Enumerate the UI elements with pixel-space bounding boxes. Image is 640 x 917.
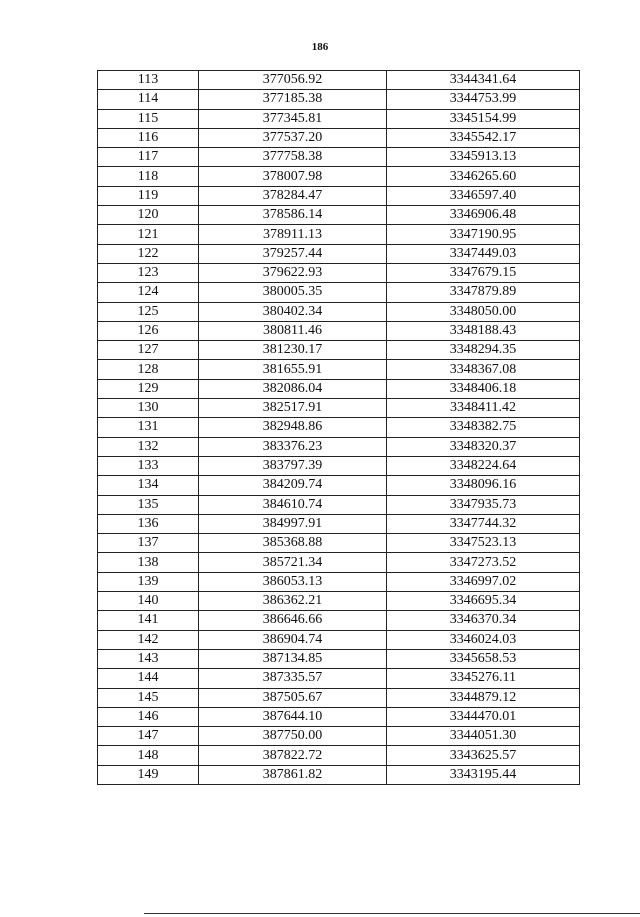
point-number-cell: 113	[98, 71, 199, 90]
x-coordinate-cell: 387750.00	[199, 727, 387, 746]
point-number-cell: 134	[98, 476, 199, 495]
y-coordinate-cell: 3346024.03	[387, 630, 580, 649]
point-number-cell: 122	[98, 244, 199, 263]
point-number-cell: 147	[98, 727, 199, 746]
x-coordinate-cell: 378007.98	[199, 167, 387, 186]
y-coordinate-cell: 3348224.64	[387, 456, 580, 475]
point-number-cell: 128	[98, 360, 199, 379]
scan-edge-line	[144, 913, 640, 914]
point-number-cell: 146	[98, 707, 199, 726]
table-row	[98, 148, 580, 167]
point-number-cell: 133	[98, 456, 199, 475]
point-number-cell: 129	[98, 379, 199, 398]
table-row	[98, 456, 580, 475]
table-row	[98, 244, 580, 263]
table-row	[98, 399, 580, 418]
point-number-cell: 140	[98, 592, 199, 611]
point-number-cell: 143	[98, 649, 199, 668]
y-coordinate-cell: 3344051.30	[387, 727, 580, 746]
table-row	[98, 611, 580, 630]
table-row	[98, 514, 580, 533]
table-row	[98, 186, 580, 205]
point-number-cell: 135	[98, 495, 199, 514]
table-row	[98, 707, 580, 726]
table-row	[98, 128, 580, 147]
x-coordinate-cell: 386904.74	[199, 630, 387, 649]
x-coordinate-cell: 387644.10	[199, 707, 387, 726]
y-coordinate-cell: 3344470.01	[387, 707, 580, 726]
coordinates-table-body	[98, 71, 580, 785]
point-number-cell: 136	[98, 514, 199, 533]
table-row	[98, 727, 580, 746]
y-coordinate-cell: 3346695.34	[387, 592, 580, 611]
x-coordinate-cell: 384610.74	[199, 495, 387, 514]
x-coordinate-cell: 379257.44	[199, 244, 387, 263]
point-number-cell: 141	[98, 611, 199, 630]
y-coordinate-cell: 3346370.34	[387, 611, 580, 630]
table-row	[98, 283, 580, 302]
table-row	[98, 321, 580, 340]
point-number-cell: 124	[98, 283, 199, 302]
x-coordinate-cell: 382086.04	[199, 379, 387, 398]
point-number-cell: 123	[98, 263, 199, 282]
table-row	[98, 688, 580, 707]
table-row	[98, 476, 580, 495]
point-number-cell: 125	[98, 302, 199, 321]
point-number-cell: 137	[98, 534, 199, 553]
table-row	[98, 649, 580, 668]
point-number-cell: 120	[98, 206, 199, 225]
y-coordinate-cell: 3347190.95	[387, 225, 580, 244]
point-number-cell: 142	[98, 630, 199, 649]
x-coordinate-cell: 386646.66	[199, 611, 387, 630]
table-row	[98, 495, 580, 514]
y-coordinate-cell: 3345542.17	[387, 128, 580, 147]
point-number-cell: 149	[98, 765, 199, 784]
x-coordinate-cell: 387822.72	[199, 746, 387, 765]
point-number-cell: 116	[98, 128, 199, 147]
y-coordinate-cell: 3344879.12	[387, 688, 580, 707]
table-row	[98, 592, 580, 611]
point-number-cell: 148	[98, 746, 199, 765]
table-row	[98, 418, 580, 437]
x-coordinate-cell: 378911.13	[199, 225, 387, 244]
table-row	[98, 669, 580, 688]
x-coordinate-cell: 386053.13	[199, 572, 387, 591]
x-coordinate-cell: 382517.91	[199, 399, 387, 418]
x-coordinate-cell: 381655.91	[199, 360, 387, 379]
page-number: 186	[311, 41, 329, 53]
x-coordinate-cell: 382948.86	[199, 418, 387, 437]
y-coordinate-cell: 3348096.16	[387, 476, 580, 495]
x-coordinate-cell: 377185.38	[199, 90, 387, 109]
table-row	[98, 630, 580, 649]
table-row	[98, 765, 580, 784]
point-number-cell: 115	[98, 109, 199, 128]
y-coordinate-cell: 3348382.75	[387, 418, 580, 437]
x-coordinate-cell: 380402.34	[199, 302, 387, 321]
y-coordinate-cell: 3345658.53	[387, 649, 580, 668]
table-row	[98, 109, 580, 128]
x-coordinate-cell: 383797.39	[199, 456, 387, 475]
x-coordinate-cell: 387134.85	[199, 649, 387, 668]
table-row	[98, 302, 580, 321]
y-coordinate-cell: 3347523.13	[387, 534, 580, 553]
y-coordinate-cell: 3348320.37	[387, 437, 580, 456]
x-coordinate-cell: 377345.81	[199, 109, 387, 128]
table-row	[98, 263, 580, 282]
y-coordinate-cell: 3344753.99	[387, 90, 580, 109]
table-row	[98, 379, 580, 398]
point-number-cell: 126	[98, 321, 199, 340]
y-coordinate-cell: 3346597.40	[387, 186, 580, 205]
x-coordinate-cell: 387335.57	[199, 669, 387, 688]
point-number-cell: 131	[98, 418, 199, 437]
table-row	[98, 167, 580, 186]
table-row	[98, 341, 580, 360]
x-coordinate-cell: 381230.17	[199, 341, 387, 360]
x-coordinate-cell: 383376.23	[199, 437, 387, 456]
y-coordinate-cell: 3348188.43	[387, 321, 580, 340]
x-coordinate-cell: 378586.14	[199, 206, 387, 225]
x-coordinate-cell: 377056.92	[199, 71, 387, 90]
y-coordinate-cell: 3346906.48	[387, 206, 580, 225]
x-coordinate-cell: 386362.21	[199, 592, 387, 611]
y-coordinate-cell: 3346997.02	[387, 572, 580, 591]
point-number-cell: 117	[98, 148, 199, 167]
y-coordinate-cell: 3344341.64	[387, 71, 580, 90]
y-coordinate-cell: 3347679.15	[387, 263, 580, 282]
y-coordinate-cell: 3345913.13	[387, 148, 580, 167]
x-coordinate-cell: 377537.20	[199, 128, 387, 147]
y-coordinate-cell: 3345276.11	[387, 669, 580, 688]
y-coordinate-cell: 3348294.35	[387, 341, 580, 360]
point-number-cell: 127	[98, 341, 199, 360]
x-coordinate-cell: 387861.82	[199, 765, 387, 784]
y-coordinate-cell: 3348411.42	[387, 399, 580, 418]
table-row	[98, 71, 580, 90]
x-coordinate-cell: 387505.67	[199, 688, 387, 707]
point-number-cell: 145	[98, 688, 199, 707]
y-coordinate-cell: 3347273.52	[387, 553, 580, 572]
x-coordinate-cell: 377758.38	[199, 148, 387, 167]
y-coordinate-cell: 3348406.18	[387, 379, 580, 398]
y-coordinate-cell: 3347879.89	[387, 283, 580, 302]
point-number-cell: 118	[98, 167, 199, 186]
point-number-cell: 144	[98, 669, 199, 688]
y-coordinate-cell: 3343195.44	[387, 765, 580, 784]
coordinates-table	[97, 70, 580, 785]
y-coordinate-cell: 3345154.99	[387, 109, 580, 128]
y-coordinate-cell: 3346265.60	[387, 167, 580, 186]
x-coordinate-cell: 379622.93	[199, 263, 387, 282]
table-row	[98, 360, 580, 379]
y-coordinate-cell: 3348050.00	[387, 302, 580, 321]
point-number-cell: 121	[98, 225, 199, 244]
table-row	[98, 746, 580, 765]
y-coordinate-cell: 3348367.08	[387, 360, 580, 379]
point-number-cell: 119	[98, 186, 199, 205]
y-coordinate-cell: 3343625.57	[387, 746, 580, 765]
x-coordinate-cell: 380811.46	[199, 321, 387, 340]
table-row	[98, 90, 580, 109]
table-row	[98, 437, 580, 456]
point-number-cell: 130	[98, 399, 199, 418]
y-coordinate-cell: 3347744.32	[387, 514, 580, 533]
x-coordinate-cell: 384997.91	[199, 514, 387, 533]
table-row	[98, 553, 580, 572]
x-coordinate-cell: 384209.74	[199, 476, 387, 495]
x-coordinate-cell: 385368.88	[199, 534, 387, 553]
y-coordinate-cell: 3347449.03	[387, 244, 580, 263]
point-number-cell: 132	[98, 437, 199, 456]
table-row	[98, 225, 580, 244]
x-coordinate-cell: 378284.47	[199, 186, 387, 205]
point-number-cell: 139	[98, 572, 199, 591]
table-row	[98, 572, 580, 591]
point-number-cell: 138	[98, 553, 199, 572]
table-row	[98, 534, 580, 553]
x-coordinate-cell: 380005.35	[199, 283, 387, 302]
point-number-cell: 114	[98, 90, 199, 109]
x-coordinate-cell: 385721.34	[199, 553, 387, 572]
y-coordinate-cell: 3347935.73	[387, 495, 580, 514]
table-row	[98, 206, 580, 225]
